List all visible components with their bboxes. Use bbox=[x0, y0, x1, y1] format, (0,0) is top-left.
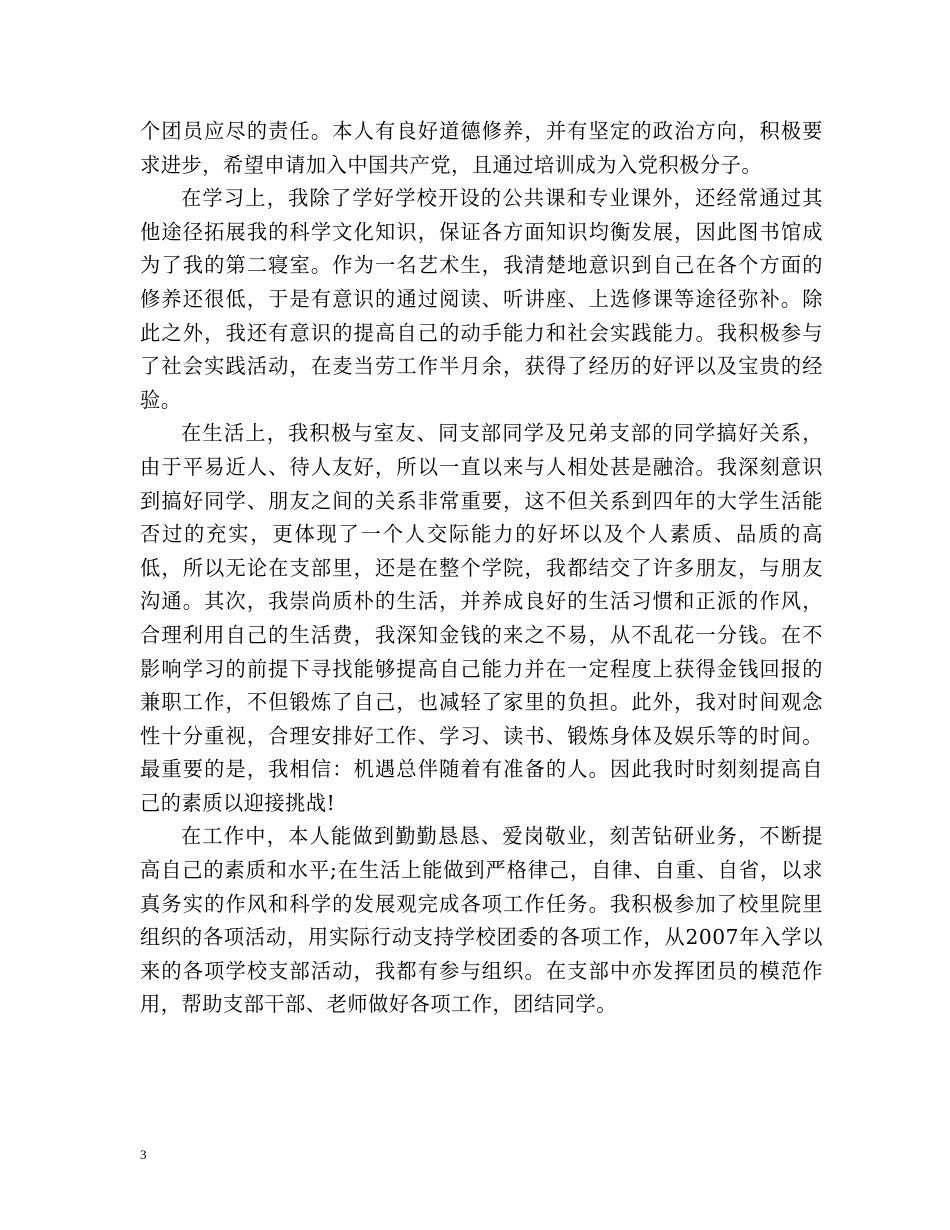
paragraph-life: 在生活上，我积极与室友、同支部同学及兄弟支部的同学搞好关系，由于平易近人、待人友好，所以一直以来与人相处甚是融洽。我深刻意识到搞好同学、朋友之间的关系非常重要，这不但关系到四年的大学生活能否过的充实，更体现了一个人交际能力的好坏以及个人素质、品质的高低，所以无论在支部里，还是在整个学院，我都结交了许多朋友，与朋友沟通。其次，我崇尚质朴的生活，并养成良好的生活习惯和正派的作风，合理利用自己的生活费，我深知金钱的来之不易，从不乱花一分钱。在不影响学习的前提下寻找能够提高自己能力并在一定程度上获得金钱回报的兼职工作，不但锻炼了自己，也减轻了家里的负担。此外，我对时间观念性十分重视，合理安排好工作、学习、读书、锻炼身体及娱乐等的时间。最重要的是，我相信：机遇总伴随着有准备的人。因此我时时刻刻提高自己的素质以迎接挑战! bbox=[140, 421, 823, 815]
page-number: 3 bbox=[140, 1147, 147, 1162]
body-text bbox=[140, 115, 823, 1022]
paragraph-work: 在工作中，本人能做到勤勤恳恳、爱岗敬业，刻苦钻研业务，不断提高自己的素质和水平;在生活上能做到严格律己，自律、自重、自省，以求真务实的作风和科学的发展观完成各项工作任务。我积极参加了校里院里组织的各项活动，用实际行动支持学校团委的各项工作，从2007年入学以来的各项学校支部活动，我都有参与组织。在支部中亦发挥团员的模范作用，帮助支部干部、老师做好各项工作，团结同学。 bbox=[140, 824, 823, 1017]
paragraph-continuation: 个团员应尽的责任。本人有良好道德修养，并有坚定的政治方向，积极要求进步，希望申请加入中国共产党，且通过培训成为入党积极分子。 bbox=[140, 119, 823, 177]
paragraph-study: 在学习上，我除了学好学校开设的公共课和专业课外，还经常通过其他途径拓展我的科学文化知识，保证各方面知识均衡发展，因此图书馆成为了我的第二寝室。作为一名艺术生，我清楚地意识到自己在各个方面的修养还很低，于是有意识的通过阅读、听讲座、上选修课等途径弥补。除此之外，我还有意识的提高自己的动手能力和社会实践能力。我积极参与了社会实践活动，在麦当劳工作半月余，获得了经历的好评以及宝贵的经验。 bbox=[140, 186, 823, 412]
